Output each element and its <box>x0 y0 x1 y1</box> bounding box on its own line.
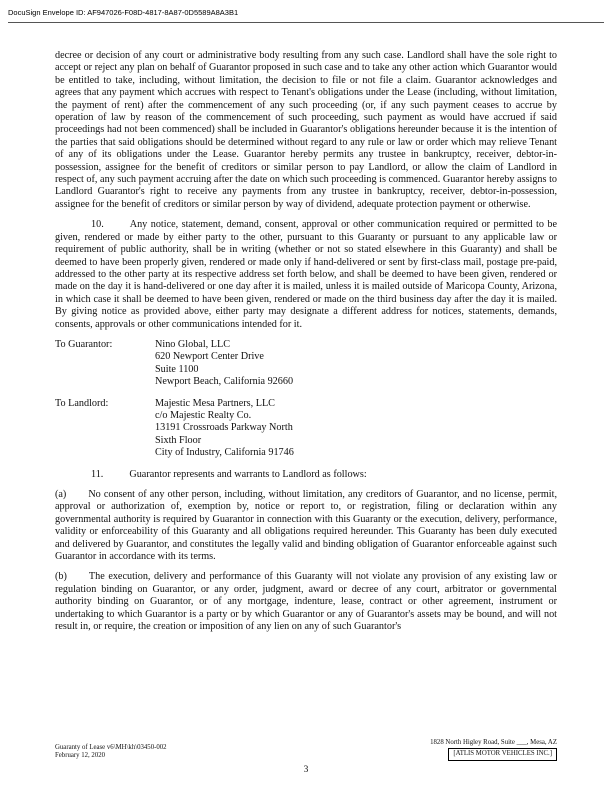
address-line: Majestic Mesa Partners, LLC <box>155 397 275 409</box>
paragraph-number: 11. <box>91 468 104 480</box>
footer-company-box: [ATLIS MOTOR VEHICLES INC.] <box>448 748 557 761</box>
paragraph-a <box>55 489 557 563</box>
paragraph-text: The execution, delivery and performance of this Guaranty will not violate any provision of any existing law or regulation binding on Guarantor, or any order, judgment, award or decree of any court, arbitrator or governmental authority binding on Guarantor, or of any mortgage, indenture, lease, contract or other agreement, instrument or undertaking to which Guarantor is a party or by which Guarantor or any of Guarantor's assets may be bound, and will not result in, or require, the creation or imposition of any lien on any of such Guarantor's <box>55 571 557 633</box>
address-line: 620 Newport Center Drive <box>155 351 264 363</box>
address-line: 13191 Crossroads Parkway North <box>155 422 293 434</box>
guarantor-address-block <box>55 339 557 389</box>
paragraph-number: (a) <box>55 489 67 500</box>
document-body <box>55 50 557 734</box>
paragraph-text: Guarantor represents and warrants to Landlord as follows: <box>129 468 367 480</box>
envelope-id-text: DocuSign Envelope ID: AF947026-F08D-4817-8A87-0D5589A8A3B1 <box>8 8 239 17</box>
docusign-envelope-header <box>8 8 604 23</box>
landlord-label: To Landlord: <box>55 397 109 409</box>
paragraph-text: Any notice, statement, demand, consent, approval or other communication required or permitted to be given, rendered or made by either party to the other, pursuant to this Guaranty or pursuant to any applicable law or requirement of public authority, shall be in writing (whether or not so stated elsewhere in this Guaranty) and shall be deemed to have been properly given, rendered or made only if hand-delivered or sent by first-class mail, postage pre-paid, addressed to the other party at its respective address set forth below, and shall be deemed to have been given, rendered or made on the day it is hand-delivered or one day after it is mailed, unless it is mailed outside of Maricopa County, Arizona, in which case it shall be deemed to have been given, rendered or made on the third business day after the day it is mailed. By giving notice as provided above, either party may designate a different address for notices, statements, demands, consents, approvals or other communications intended for it. <box>55 219 557 330</box>
paragraph-number: 10. <box>91 219 104 231</box>
footer-doc-ref: Guaranty of Lease v6\MH\kh\03450-002 <box>55 743 167 751</box>
address-line: City of Industry, California 91746 <box>155 447 294 459</box>
footer-left <box>55 744 167 761</box>
address-line: c/o Majestic Realty Co. <box>155 409 252 421</box>
footer-date: February 12, 2020 <box>55 752 106 759</box>
landlord-address-block <box>55 398 557 460</box>
address-line: Suite 1100 <box>155 363 199 375</box>
footer-address: 1828 North Higley Road, Suite ___, Mesa, AZ <box>430 738 557 746</box>
page-footer <box>55 739 557 775</box>
guarantor-address-lines <box>155 339 557 389</box>
address-line: Nino Global, LLC <box>155 338 230 350</box>
footer-right <box>430 739 557 761</box>
address-line: Sixth Floor <box>155 434 202 446</box>
paragraph-continuation <box>55 50 557 211</box>
paragraph-b <box>55 571 557 633</box>
paragraph-10 <box>55 219 557 331</box>
paragraph-number: (b) <box>55 571 67 583</box>
landlord-address-lines <box>155 398 557 460</box>
page-number: 3 <box>303 764 309 775</box>
paragraph-11 <box>55 469 557 481</box>
guarantor-label: To Guarantor: <box>55 338 113 350</box>
address-line: Newport Beach, California 92660 <box>155 376 294 388</box>
paragraph-text: No consent of any other person, including, without limitation, any creditors of Guarantor, and no license, permit, approval or authorization of, exemption by, notice or report to, or registration, filing or declaration within any governmental authority is required by Guarantor in connection with this Guaranty or the execution, delivery, performance, validity or enforceability of this Guaranty and all obligations required hereunder. This Guaranty has been duly executed and delivered by Guarantor, and constitutes the legally valid and binding obligation of Guarantor enforceable against such Guarantor in accordance with its terms. <box>55 489 557 563</box>
paragraph-text: decree or decision of any court or administrative body resulting from any such case. Landlord shall have the sole right to accept or reject any plan on behalf of Guarantor proposed in such case and to take any other action which Guarantor would be entitled to take, including, without limitation, the decision to file or not file a claim. Guarantor acknowledges and agrees that any payment which accrues with respect to Tenant's obligations under the Lease (including, without limitation, the payment of rent) after the commencement of any such proceeding (or, if any such payment ceases to accrue by operation of law by reason of the commencement of such proceeding, such payment as would have accrued if said proceedings had not been commenced) shall be included in Guarantor's obligations hereunder because it is the intention of the parties that said obligations should be determined without regard to any rule or law or order which may relieve Tenant of any of its obligations under the Lease. Guarantor hereby permits any trustee in bankruptcy, receiver, debtor-in-possession, assignee for the benefit of creditors or similar person to pay Landlord, or allow the claim of Landlord in respect of, any such payment accruing after the date on which such proceeding is commenced. Guarantor hereby assigns to Landlord Guarantor's right to receive any payments from any trustee in bankruptcy, receiver, debtor-in-possession, assignee for the benefit of creditors or similar person by way of dividend, adequate protection payment or otherwise. <box>55 50 557 210</box>
